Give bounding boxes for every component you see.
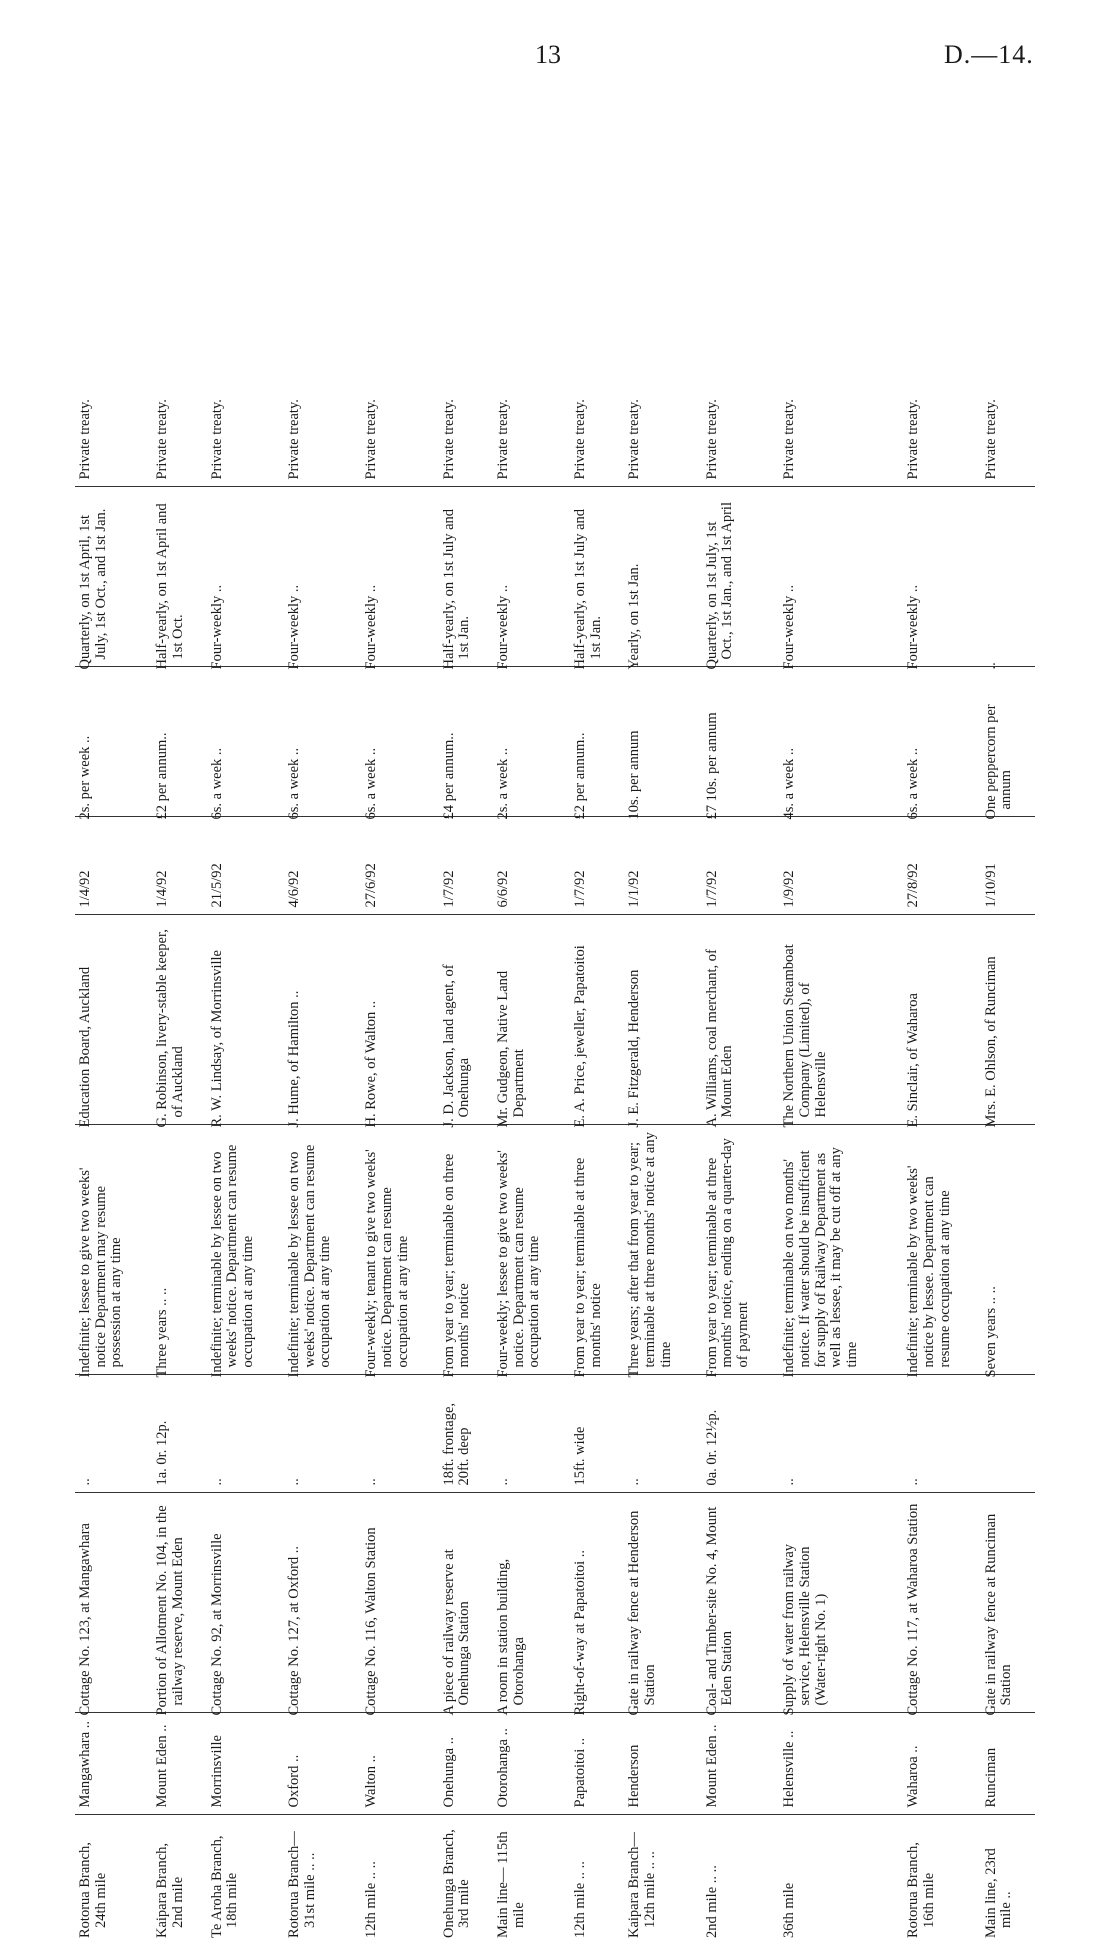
cell-lessee: Mr. Gudgeon, Native Land Department <box>493 915 570 1125</box>
cell-lessee: H. Rowe, of Walton .. <box>361 915 438 1125</box>
cell-date: 1/7/92 <box>439 817 493 915</box>
cell-area: 15ft. wide <box>570 1375 624 1493</box>
cell-date: 1/4/92 <box>75 817 152 915</box>
cell-date: 4/6/92 <box>284 817 361 915</box>
cell-area: .. <box>207 1375 284 1493</box>
cell-date: 27/8/92 <box>903 817 980 915</box>
cell-rent: £7 10s. per annum <box>702 667 779 817</box>
cell-payable: Four-weekly .. <box>284 487 361 667</box>
table-row <box>624 95 701 1935</box>
cell-area: .. <box>75 1375 152 1493</box>
table-row <box>570 95 624 1935</box>
cell-area <box>981 1375 1035 1493</box>
cell-payable: Four-weekly .. <box>361 487 438 667</box>
cell-description: Portion of Allotment No. 104, in the railway reserve, Mount Eden <box>152 1493 206 1713</box>
table-row <box>493 95 570 1935</box>
cell-lessee: A. Williams, coal merchant, of Mount Eden <box>702 915 779 1125</box>
cell-how-let: Private treaty. <box>207 95 284 487</box>
cell-lessee: E. Sinclair, of Waharoa <box>903 915 980 1125</box>
cell-line: 12th mile .. .. <box>363 1861 380 1938</box>
cell-line: Rotorua Branch, 16th mile <box>905 1842 937 1938</box>
cell-payable: Four-weekly .. <box>779 487 903 667</box>
table-row <box>207 95 284 1935</box>
cell-term: From year to year; terminable at three months' notice, ending on a quarter-day of payment <box>702 1125 779 1375</box>
cell-term: Four-weekly; lessee to give two weeks' notice. Department can resume occupation at any time <box>493 1125 570 1375</box>
cell-term: From year to year; terminable at three months' notice <box>570 1125 624 1375</box>
table-row <box>75 95 152 1935</box>
cell-term: Indefinite; terminable by lessee on two weeks' notice. Department can resume occupation at any time <box>207 1125 284 1375</box>
cell-line: Onehunga Branch, 3rd mile <box>440 1829 473 1938</box>
cell-description: Cottage No. 127, at Oxford .. <box>284 1493 361 1713</box>
table-row <box>439 95 493 1935</box>
cell-description: Cottage No. 123, at Mangawhara <box>75 1493 152 1713</box>
cell-lessee: E. A. Price, jeweller, Papatoitoi <box>570 915 624 1125</box>
cell-description: Cottage No. 116, Walton Station <box>361 1493 438 1713</box>
cell-area: .. <box>361 1375 438 1493</box>
cell-rent: £2 per annum.. <box>570 667 624 817</box>
cell-station: Oxford .. <box>284 1713 361 1815</box>
cell-how-let: Private treaty. <box>439 95 493 487</box>
cell-line: 12th mile .. .. <box>572 1861 589 1938</box>
cell-term: Indefinite; terminable by two weeks' notice by lessee. Department can resume occupation at any time <box>903 1125 980 1375</box>
cell-date: 1/7/92 <box>702 817 779 915</box>
cell-lessee: J. E. Fitzgerald, Henderson <box>624 915 701 1125</box>
cell-description: Gate in railway fence at Henderson Station <box>624 1493 701 1713</box>
cell-station: Henderson <box>624 1713 701 1815</box>
cell-how-let: Private treaty. <box>779 95 903 487</box>
table-row <box>981 95 1035 1935</box>
cell-description: Coal- and Timber-site No. 4, Mount Eden Station <box>702 1493 779 1713</box>
table-row <box>903 95 980 1935</box>
cell-rent: 6s. a week .. <box>207 667 284 817</box>
cell-area: 18ft. frontage, 20ft. deep <box>439 1375 493 1493</box>
cell-term: Three years .. .. <box>152 1125 206 1375</box>
cell-payable: Four-weekly .. <box>493 487 570 667</box>
cell-lessee: J. Hume, of Hamilton .. <box>284 915 361 1125</box>
cell-payable: Yearly, on 1st Jan. <box>624 487 701 667</box>
cell-rent: £4 per annum.. <box>439 667 493 817</box>
cell-date: 27/6/92 <box>361 817 438 915</box>
cell-station: Waharoa .. <box>903 1713 980 1815</box>
cell-date: 1/10/91 <box>981 817 1035 915</box>
cell-rent: 2s. per week .. <box>75 667 152 817</box>
cell-description: Right-of-way at Papatoitoi .. <box>570 1493 624 1713</box>
page-number: 13 <box>535 40 561 69</box>
cell-term: Four-weekly; tenant to give two weeks' notice. Department can resume occupation at any time <box>361 1125 438 1375</box>
cell-term: Seven years .. .. <box>981 1125 1035 1375</box>
cell-area: .. <box>624 1375 701 1493</box>
document-id: D.—14. <box>944 40 1034 69</box>
cell-station: Helensville .. <box>779 1713 903 1815</box>
cell-description: Gate in railway fence at Runciman Station <box>981 1493 1035 1713</box>
cell-lessee: Mrs. E. Ohlson, of Runciman <box>981 915 1035 1125</box>
cell-lessee: G. Robinson, livery-stable keeper, of Auckland <box>152 915 206 1125</box>
cell-payable: .. <box>981 487 1035 667</box>
cell-date: 1/4/92 <box>152 817 206 915</box>
cell-station: Mount Eden .. <box>702 1713 779 1815</box>
cell-payable: Four-weekly .. <box>207 487 284 667</box>
table-row <box>779 95 903 1935</box>
cell-line: Kaipara Branch— 12th mile .. .. <box>626 1832 659 1938</box>
cell-station: Morrinsville <box>207 1713 284 1815</box>
cell-description: Cottage No. 117, at Waharoa Station <box>903 1493 980 1713</box>
table-row <box>152 95 206 1935</box>
cell-term: Indefinite; terminable by lessee on two weeks' notice. Department can resume occupation at any time <box>284 1125 361 1375</box>
cell-station: Otorohanga .. <box>493 1713 570 1815</box>
cell-lessee: The Northern Union Steamboat Company (Limited), of Helensville <box>779 915 903 1125</box>
cell-rent: 2s. a week .. <box>493 667 570 817</box>
table-row <box>702 95 779 1935</box>
cell-station: Walton .. <box>361 1713 438 1815</box>
cell-station: Mangawhara .. <box>75 1713 152 1815</box>
cell-date: 1/9/92 <box>779 817 903 915</box>
cell-payable: Half-yearly, on 1st April and 1st Oct. <box>152 487 206 667</box>
cell-how-let: Private treaty. <box>570 95 624 487</box>
cell-area: 0a. 0r. 12½p. <box>702 1375 779 1493</box>
cell-rent: 4s. a week .. <box>779 667 903 817</box>
cell-payable: Quarterly, on 1st April, 1st July, 1st Oct., and 1st Jan. <box>75 487 152 667</box>
cell-rent: 6s. a week .. <box>903 667 980 817</box>
cell-term: Three years; after that from year to year; terminable at three months' notice at any time <box>624 1125 701 1375</box>
cell-line: Kaipara Branch, 2nd mile <box>154 1842 187 1938</box>
cell-how-let: Private treaty. <box>702 95 779 487</box>
cell-line: 2nd mile .. .. <box>703 1865 720 1938</box>
cell-how-let: Private treaty. <box>152 95 206 487</box>
cell-payable: Four-weekly .. <box>903 487 980 667</box>
cell-area: .. <box>779 1375 903 1493</box>
cell-lessee: Education Board, Auckland <box>75 915 152 1125</box>
cell-area: .. <box>903 1375 980 1493</box>
cell-station: Papatoitoi .. <box>570 1713 624 1815</box>
cell-station: Mount Eden .. <box>152 1713 206 1815</box>
cell-term: Indefinite; terminable on two months' notice. If water should be insufficient for supply of Railway Department as well as lessee, it may be cut off at any time <box>779 1125 903 1375</box>
cell-area: .. <box>493 1375 570 1493</box>
table-row <box>284 95 361 1935</box>
cell-line: Main line, 23rd mile .. <box>982 1848 1015 1938</box>
cell-area: 1a. 0r. 12p. <box>152 1375 206 1493</box>
cell-station: Runciman <box>981 1713 1035 1815</box>
cell-line: Main line— 115th mile <box>494 1831 527 1938</box>
cell-rent: 6s. a week .. <box>284 667 361 817</box>
cell-rent: 6s. a week .. <box>361 667 438 817</box>
cell-line: Te Aroha Branch, 18th mile <box>208 1835 241 1938</box>
lease-table <box>75 95 1035 1938</box>
cell-lessee: R. W. Lindsay, of Morrinsville <box>207 915 284 1125</box>
cell-area: .. <box>284 1375 361 1493</box>
cell-payable: Half-yearly, on 1st July and 1st Jan. <box>439 487 493 667</box>
cell-how-let: Private treaty. <box>624 95 701 487</box>
cell-rent: £2 per annum.. <box>152 667 206 817</box>
cell-description: Cottage No. 92, at Morrinsville <box>207 1493 284 1713</box>
cell-description: Supply of water from railway service, Helensville Station (Water-right No. 1) <box>779 1493 903 1713</box>
rotated-table-wrapper <box>75 95 1035 1938</box>
cell-description: A room in station building, Otorohanga <box>493 1493 570 1713</box>
cell-date: 21/5/92 <box>207 817 284 915</box>
cell-how-let: Private treaty. <box>284 95 361 487</box>
cell-rent: 10s. per annum <box>624 667 701 817</box>
cell-how-let: Private treaty. <box>903 95 980 487</box>
cell-description: A piece of railway reserve at Onehunga Station <box>439 1493 493 1713</box>
cell-line: Rotorua Branch, 24th mile <box>77 1842 109 1938</box>
cell-term: From year to year; terminable on three months' notice <box>439 1125 493 1375</box>
cell-rent: One peppercorn per annum <box>981 667 1035 817</box>
cell-payable: Quarterly, on 1st July, 1st Oct., 1st Jan., and 1st April <box>702 487 779 667</box>
cell-date: 1/1/92 <box>624 817 701 915</box>
cell-line: Rotorua Branch— 31st mile .. .. <box>285 1831 318 1938</box>
table-row <box>361 95 438 1935</box>
cell-how-let: Private treaty. <box>981 95 1035 487</box>
cell-how-let: Private treaty. <box>361 95 438 487</box>
cell-payable: Half-yearly, on 1st July and 1st Jan. <box>570 487 624 667</box>
cell-date: 6/6/92 <box>493 817 570 915</box>
cell-date: 1/7/92 <box>570 817 624 915</box>
cell-term: Indefinite; lessee to give two weeks' notice Department may resume possession at any time <box>75 1125 152 1375</box>
cell-station: Onehunga .. <box>439 1713 493 1815</box>
cell-how-let: Private treaty. <box>75 95 152 487</box>
cell-how-let: Private treaty. <box>493 95 570 487</box>
cell-lessee: J. D. Jackson, land agent, of Onehunga <box>439 915 493 1125</box>
cell-line: 36th mile <box>781 1882 798 1938</box>
